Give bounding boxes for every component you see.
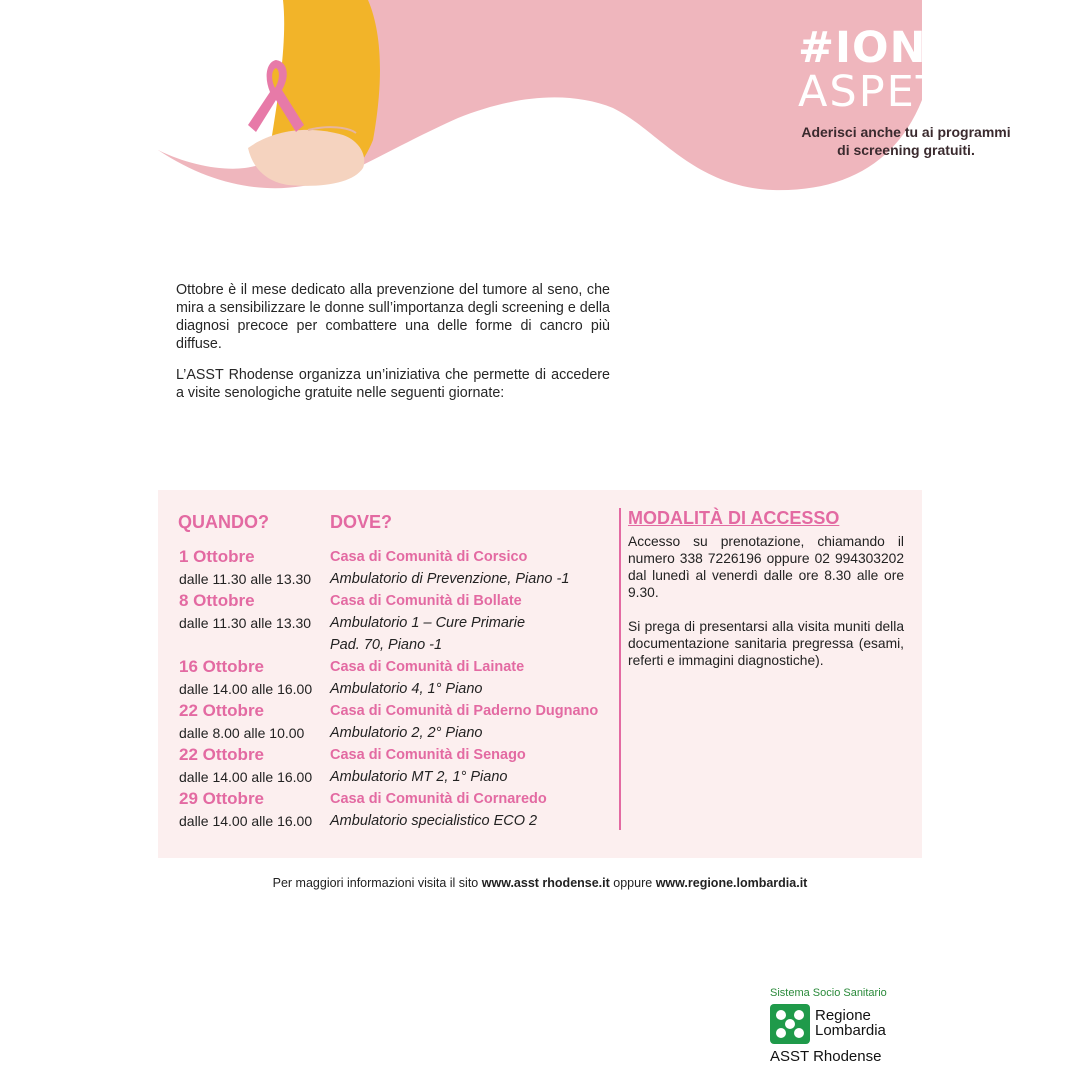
logo-region-line-1: Regione [815,1007,871,1024]
intro-paragraph-2: L’ASST Rhodense organizza un’iniziativa che permette di accedere a visite senologiche gratuite nelle seguenti giornate: [176,367,610,401]
entry-place: Casa di Comunità di Bollate [330,593,522,609]
entry-place: Casa di Comunità di Paderno Dugnano [330,703,599,719]
asst-rhodense-logo [770,986,910,1065]
hashtag-line-1: #IONON [798,23,1002,73]
more-info-middle: oppure [613,876,653,890]
entry-detail: Ambulatorio specialistico ECO 2 [330,813,538,829]
access-text-booking: Accesso su prenotazione, chiamando il numero 338 7226196 oppure 02 994303202 dal lunedì al venerdì dalle ore 8.30 alle ore 9.30. [628,534,904,600]
column-divider [619,508,621,830]
campaign-hashtag [798,23,1018,117]
logo-region-line-2: Lombardia [815,1022,886,1039]
entry-time: dalle 14.00 alle 16.00 [179,681,313,697]
entry-place: Casa di Comunità di Corsico [330,549,528,565]
entry-time: dalle 14.00 alle 16.00 [179,769,313,785]
access-section [628,508,904,686]
logo-region-text [815,1008,886,1038]
entry-date: 1 Ottobre [179,547,255,566]
intro-text [176,281,610,415]
campaign-tagline [798,123,1014,159]
tagline-line-2: di screening gratuiti. [837,142,975,158]
entry-detail: Ambulatorio 4, 1° Piano [330,681,483,697]
entry-date: 8 Ottobre [179,591,255,610]
hashtag-line-2: ASPETTO [798,67,1008,117]
entry-date: 29 Ottobre [179,789,265,808]
entry-date: 22 Ottobre [179,701,265,720]
entry-detail: Ambulatorio MT 2, 1° Piano [330,769,508,785]
entry-date: 16 Ottobre [179,657,265,676]
more-info-prefix: Per maggiori informazioni visita il sito [272,876,479,890]
entry-time: dalle 11.30 alle 13.30 [179,571,312,587]
tagline-line-1: Aderisci anche tu ai programmi [801,124,1011,140]
logo-sistema-text: Sistema Socio Sanitario [770,987,887,999]
entry-place: Casa di Comunità di Lainate [330,659,525,675]
entry-place: Casa di Comunità di Senago [330,747,526,763]
info-panel [158,490,922,858]
regione-site-link[interactable]: www.regione.lombardia.it [655,876,808,890]
more-info-line [0,876,1080,890]
entry-detail: Ambulatorio di Prevenzione, Piano -1 [330,571,570,587]
access-heading: MODALITÀ DI ACCESSO [628,508,840,528]
regione-lombardia-logo-icon [770,1004,810,1044]
entry-time: dalle 14.00 alle 16.00 [179,813,313,829]
entry-detail-2: Pad. 70, Piano -1 [330,637,443,653]
intro-paragraph-1: Ottobre è il mese dedicato alla prevenzione del tumore al seno, che mira a sensibilizzare le donne sull’importanza degli screening e della diagnosi precoce per combattere una delle forme di cancro più diffuse. [176,282,610,352]
asst-site-link[interactable]: www.asst rhodense.it [481,876,610,890]
entry-time: dalle 8.00 alle 10.00 [179,725,305,741]
when-heading: QUANDO? [178,512,269,532]
where-heading: DOVE? [330,512,393,532]
entry-place: Casa di Comunità di Cornaredo [330,791,547,807]
access-text-documents: Si prega di presentarsi alla visita muniti della documentazione sanitaria pregressa (esami, referti e immagini diagnostiche). [628,619,904,668]
entry-detail: Ambulatorio 1 – Cure Primarie [330,615,526,631]
hero-banner [158,0,1011,195]
entry-detail: Ambulatorio 2, 2° Piano [330,725,483,741]
entry-time: dalle 11.30 alle 13.30 [179,615,312,631]
logo-asst-text: ASST Rhodense [770,1048,882,1065]
entry-date: 22 Ottobre [179,745,265,764]
